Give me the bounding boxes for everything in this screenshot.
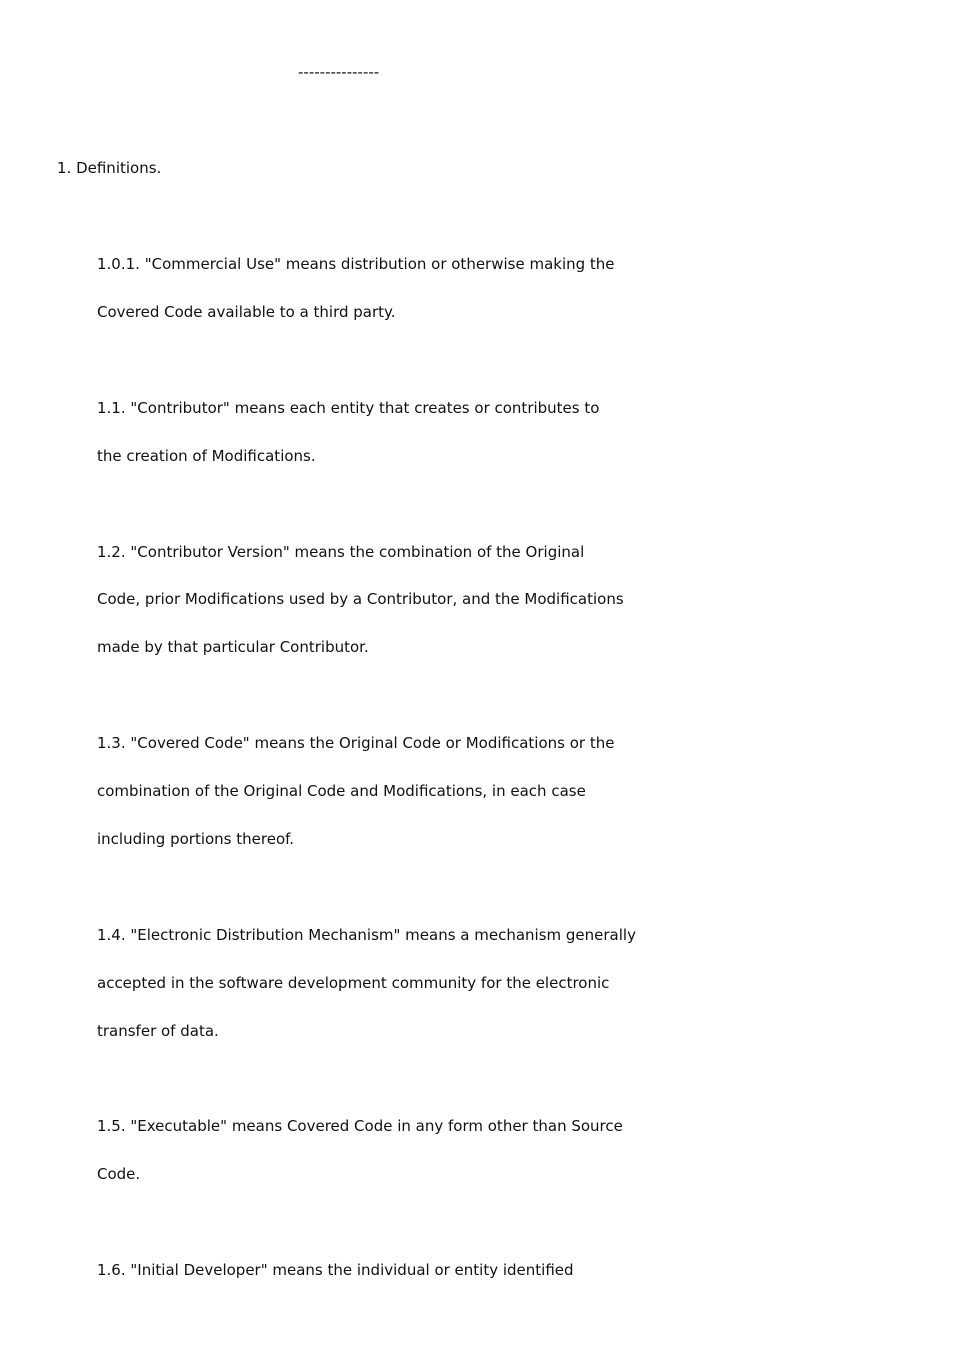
definition-line: including portions thereof. [97, 830, 295, 848]
definition-line: transfer of data. [97, 1022, 219, 1040]
definition-line: made by that particular Contributor. [97, 638, 369, 656]
definition-line: 1.3. "Covered Code" means the Original Code or Modifications or the [97, 734, 615, 752]
definition-line: 1.1. "Contributor" means each entity that creates or contributes to [97, 399, 600, 417]
definition-line: combination of the Original Code and Modifications, in each case [97, 782, 586, 800]
definition-line: 1.4. "Electronic Distribution Mechanism" means a mechanism generally [97, 926, 636, 944]
definition-line: Covered Code available to a third party. [97, 303, 396, 321]
definition-line: 1.0.1. "Commercial Use" means distribution or otherwise making the [97, 255, 615, 273]
definition-line: 1.2. "Contributor Version" means the combination of the Original [97, 543, 585, 561]
definition-line: 1.6. "Initial Developer" means the individual or entity identified [97, 1261, 574, 1279]
definition-line: accepted in the software development community for the electronic [97, 974, 610, 992]
divider-line: --------------- [298, 63, 380, 81]
definition-line: 1.5. "Executable" means Covered Code in any form other than Source [97, 1117, 623, 1135]
definition-line: Code, prior Modifications used by a Contributor, and the Modifications [97, 590, 624, 608]
definition-line: Code. [97, 1165, 141, 1183]
section-heading: 1. Definitions. [57, 159, 162, 177]
definition-line: the creation of Modifications. [97, 447, 316, 465]
